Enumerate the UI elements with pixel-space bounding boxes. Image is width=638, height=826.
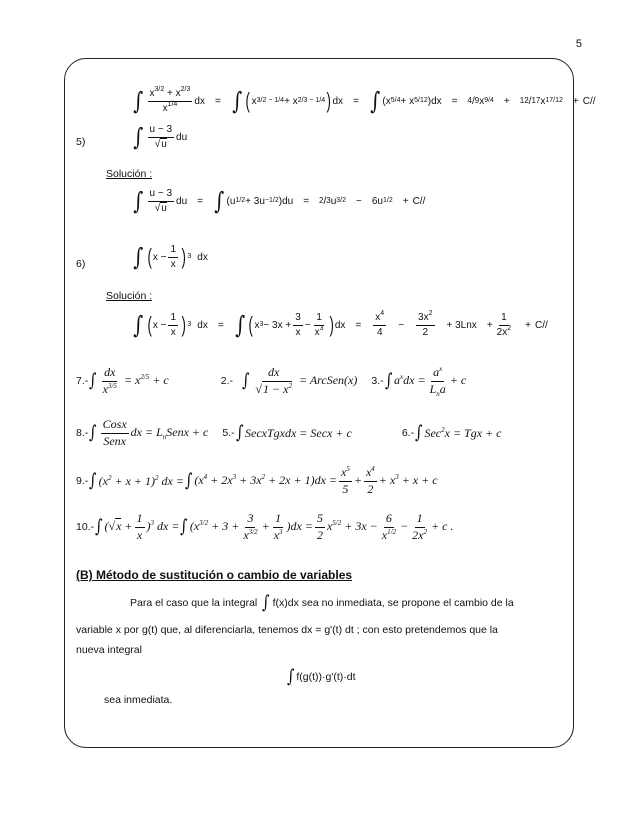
numerator: u − 3	[148, 188, 175, 202]
formula-label: 2.-	[220, 375, 234, 388]
plus: +	[503, 95, 510, 107]
integral-sign: ∫	[235, 422, 244, 444]
integral-sign: ∫	[133, 123, 144, 151]
integral-sign: ∫	[415, 422, 423, 444]
exercise-5-label: 5)	[76, 136, 86, 148]
dx: dx	[431, 95, 442, 107]
constant: C//	[582, 95, 596, 107]
integral-sign: ∫	[133, 311, 144, 339]
paragraph-text: f(x)dx sea no inmediata, se propone el cambio de la	[272, 597, 514, 609]
integral-sign: ∫	[384, 370, 393, 392]
result: u	[330, 195, 337, 207]
integral-sign: ∫	[95, 516, 103, 538]
formula-label: 10.-	[76, 521, 95, 534]
paragraph-2: variable x por g(t) que, al diferenciarla, tenemos dx = g'(t) dt ; con esto pretendemos que la	[76, 624, 498, 636]
exercise-6: ∫ ( x − $\frac{1}{x}$ ) 3 dx	[133, 243, 208, 271]
section-title: (B) Método de sustitución o cambio de variables	[76, 568, 353, 582]
dx: dx	[332, 95, 344, 107]
solucion-label-6: Solución :	[106, 290, 153, 302]
equals: =	[214, 95, 221, 107]
integral-sign: ∫	[184, 470, 193, 492]
du: du	[176, 131, 188, 143]
integral-sign: ∫	[89, 422, 97, 444]
substitution-integral	[286, 668, 356, 686]
arcsen-result: = ArcSen(x)	[298, 373, 358, 388]
integral-sign: ∫	[89, 370, 97, 392]
integral-sign: ∫	[234, 311, 245, 339]
formula-label: 7.-	[76, 375, 89, 388]
constant: C//	[412, 195, 426, 207]
paragraph-1	[130, 594, 514, 612]
integral-sign: ∫	[262, 592, 270, 613]
equals: =	[353, 95, 359, 107]
integral-sign: ∫	[214, 187, 225, 215]
paragraph-3: nueva integral	[76, 644, 142, 656]
integral-sign: ∫	[232, 87, 243, 115]
sec2-formula: x = Tgx + c	[444, 425, 502, 440]
formula-row-8: 8.- ∫ $\frac{\text{Cosx}}{\text{Senx}}$ dx = $L_nSenx + c$ 5.- ∫ SecxTgxdx = Secx + c 6.- ∫ Sec$^2$x = Tgx + c	[76, 417, 502, 448]
formula-row-10: 10.- ∫ (√x + $\frac{1}{x}$ )$^3$ dx = ∫ ($x^{3/2} + 3$ + $\frac{3}{x^{3/2}}$ + $\frac{1}{x^3}$ )dx = $\frac{5}{2}$ $x^{5/2} + 3x$ − $\frac{6}{x^{1/2}}$ − $\frac{1}{2x^2}$ + c .	[76, 511, 454, 542]
integral-sign: ∫	[241, 370, 250, 392]
solution-6: ∫ ( x − $\frac{1}{x}$ ) 3 dx = ∫ ( x 3 − 3x + $\frac{3}{x}$ − $\frac{1}{x^3}$ ) dx = $\frac{x^4}{4}$ − $\frac{3x^2}{2}$ + 3Lnx + $\frac{1}{2x^2}$ + C//	[133, 310, 548, 339]
integral-sign: ∫	[89, 470, 97, 492]
formula-label: 6.-	[401, 427, 415, 440]
integral-sign: ∫	[286, 666, 295, 687]
formula-label: 5.-	[222, 427, 235, 440]
solution-5: ∫ $\frac{u - 3}{√u}$ du = ∫ (u 1/2 + 3u −1/2 )du = 2 / 3 u 3/2 − 6u 1/2 + C//	[133, 187, 426, 215]
formula-label: 9.-	[76, 475, 89, 488]
constant: C//	[534, 319, 548, 331]
integral-sign: ∫	[133, 243, 144, 271]
dx: dx	[194, 95, 205, 107]
section-heading	[76, 568, 352, 582]
integral-sign: ∫	[370, 87, 381, 115]
fraction: $\frac{x^{3/2} + x^{2/3}}{x^{1/4}}$	[149, 86, 191, 114]
formula-row-7: 7.- ∫ $\frac{dx}{x^{3/5}}$ = $x^{2/5} + c$ 2.- ∫ $\frac{dx}{√1 - x^2}$ = ArcSen(x) 3.- ∫ $a^xdx$ = $\frac{a^x}{L_na}$ + c	[76, 365, 467, 398]
log-term: + 3Lnx	[446, 319, 477, 331]
integral-sign: ∫	[133, 87, 144, 115]
numerator: u − 3	[148, 124, 175, 138]
exercise-5: ∫ $\frac{u - 3}{√u}$ du	[133, 123, 188, 151]
formula-row-9: 9.- ∫ $(x^2 + x + 1)^2$ dx = ∫ $(x^4 + 2x^3 + 3x^2 + 2x + 1)dx$ = $\frac{x^5}{5}$ + $\frac{x^4}{2}$ + $x^3 + x + c$	[76, 465, 438, 496]
ln-result: dx = L	[130, 425, 163, 440]
exercise-6-label: 6)	[76, 258, 86, 270]
equation-4: ∫ $\frac{x^{3/2} + x^{2/3}}{x^{1/4}}$ dx = ∫ ( x 3/2 − 1/4 + x 2/3 − 1/4 ) dx = ∫ (x 5/4 + x 5/12 ) dx = 4 / 9 x 9/4 + 12 / 17 x 17/12 + C//	[133, 86, 596, 115]
paragraph-4: sea inmediata.	[104, 694, 173, 706]
integral-sign: ∫	[180, 516, 188, 538]
expanded-integrand: (x	[194, 473, 204, 488]
dx: dx	[197, 319, 208, 331]
ln-result-tail: Senx + c	[166, 425, 209, 440]
formula-label: 3.-	[371, 375, 384, 388]
du: du	[176, 195, 188, 207]
dx: dx	[197, 251, 208, 263]
sec-tg-formula: SecxTgxdx = Secx + c	[245, 425, 352, 440]
integral-sign: ∫	[133, 187, 144, 215]
page-number: 5	[575, 38, 582, 50]
equals: =	[451, 95, 458, 107]
paragraph-text: Para el caso que la integral	[130, 597, 258, 609]
formula-label: 8.-	[76, 427, 89, 440]
solucion-label-5: Solución :	[106, 168, 153, 180]
integral-body: f(g(t))·g'(t)·dt	[296, 671, 356, 683]
